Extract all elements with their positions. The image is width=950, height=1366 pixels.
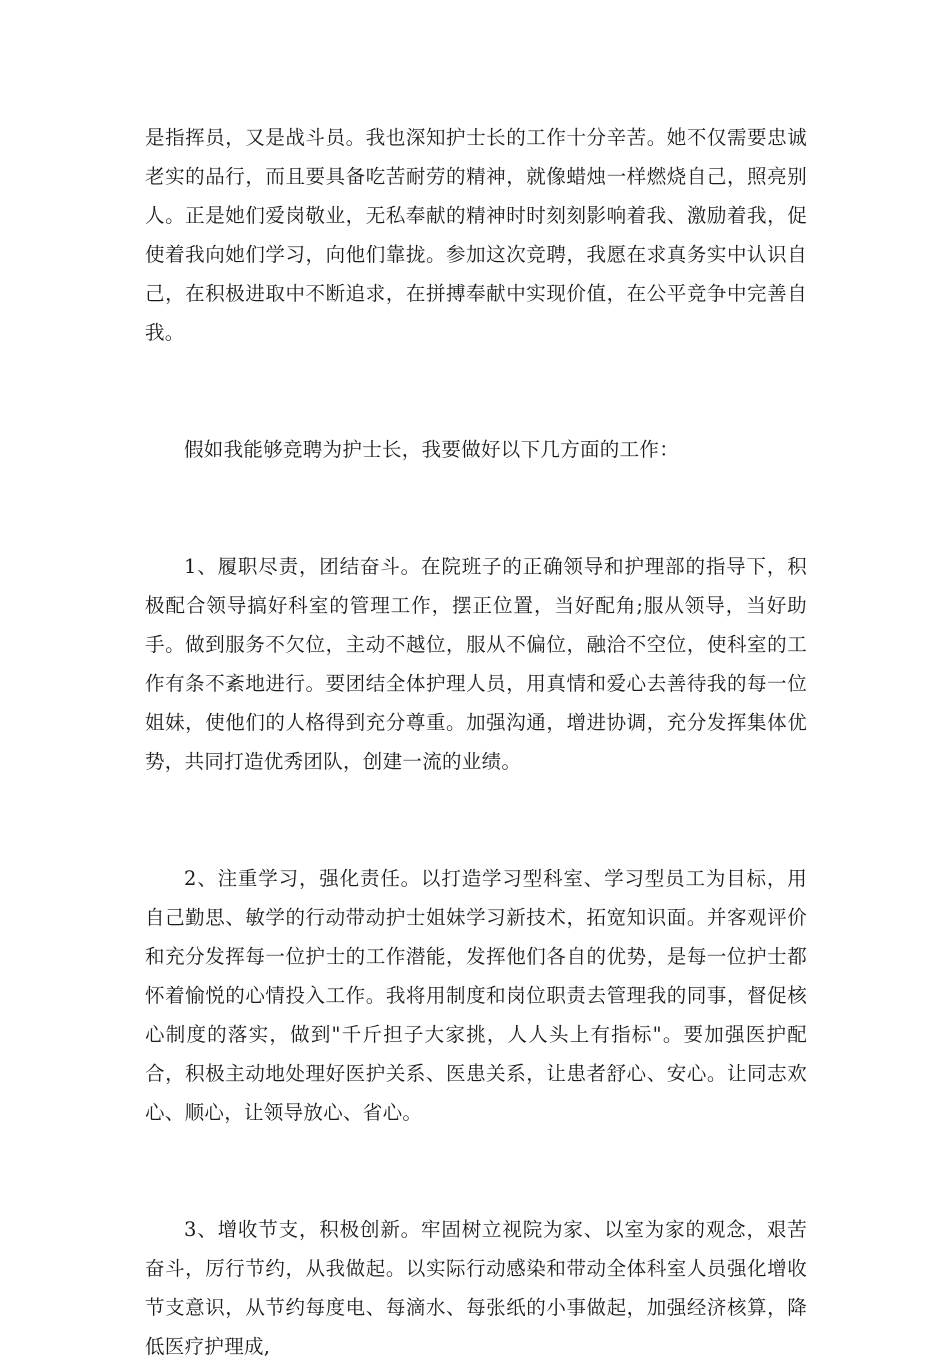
paragraph-lead: 假如我能够竞聘为护士长，我要做好以下几方面的工作： bbox=[184, 438, 680, 461]
paragraph-gap bbox=[145, 1132, 807, 1210]
paragraph-point-1: 1、履职尽责，团结奋斗。在院班子的正确领导和护理部的指导下，积极配合领导搞好科室的管理工作，摆正位置，当好配角;服从领导，当好助手。做到服务不欠位，主动不越位，服从不偏位，融洽不空位，使科室的工作有条不紊地进行。要团结全体护理人员，用真情和爱心去善待我的每一位姐妹，使他们的人格得到充分尊重。加强沟通，增进协调，充分发挥集体优势，共同打造优秀团队，创建一流的业绩。 bbox=[145, 555, 807, 773]
document-body bbox=[145, 118, 807, 1366]
paragraph-point-3: 3、增收节支，积极创新。牢固树立视院为家、以室为家的观念，艰苦奋斗，厉行节约，从我做起。以实际行动感染和带动全体科室人员强化增收节支意识，从节约每度电、每滴水、每张纸的小事做起，加强经济核算，降低医疗护理成, bbox=[145, 1218, 807, 1358]
paragraph-intro: 是指挥员，又是战斗员。我也深知护士长的工作十分辛苦。她不仅需要忠诚老实的品行，而且要具备吃苦耐劳的精神，就像蜡烛一样燃烧自己，照亮别人。正是她们爱岗敬业，无私奉献的精神时时刻刻影响着我、激励着我，促使着我向她们学习，向他们靠拢。参加这次竞聘，我愿在求真务实中认识自己，在积极进取中不断追求，在拼搏奉献中实现价值，在公平竞争中完善自我。 bbox=[145, 126, 807, 344]
paragraph-point-2: 2、注重学习，强化责任。以打造学习型科室、学习型员工为目标，用自己勤思、敏学的行动带动护士姐妹学习新技术，拓宽知识面。并客观评价和充分发挥每一位护士的工作潜能，发挥他们各自的优势，是每一位护士都怀着愉悦的心情投入工作。我将用制度和岗位职责去管理我的同事，督促核心制度的落实，做到"千斤担子大家挑，人人头上有指标"。要加强医护配合，积极主动地处理好医护关系、医患关系，让患者舒心、安心。让同志欢心、顺心，让领导放心、省心。 bbox=[145, 867, 807, 1124]
paragraph-gap bbox=[145, 469, 807, 547]
paragraph-gap bbox=[145, 781, 807, 859]
paragraph-gap bbox=[145, 352, 807, 430]
